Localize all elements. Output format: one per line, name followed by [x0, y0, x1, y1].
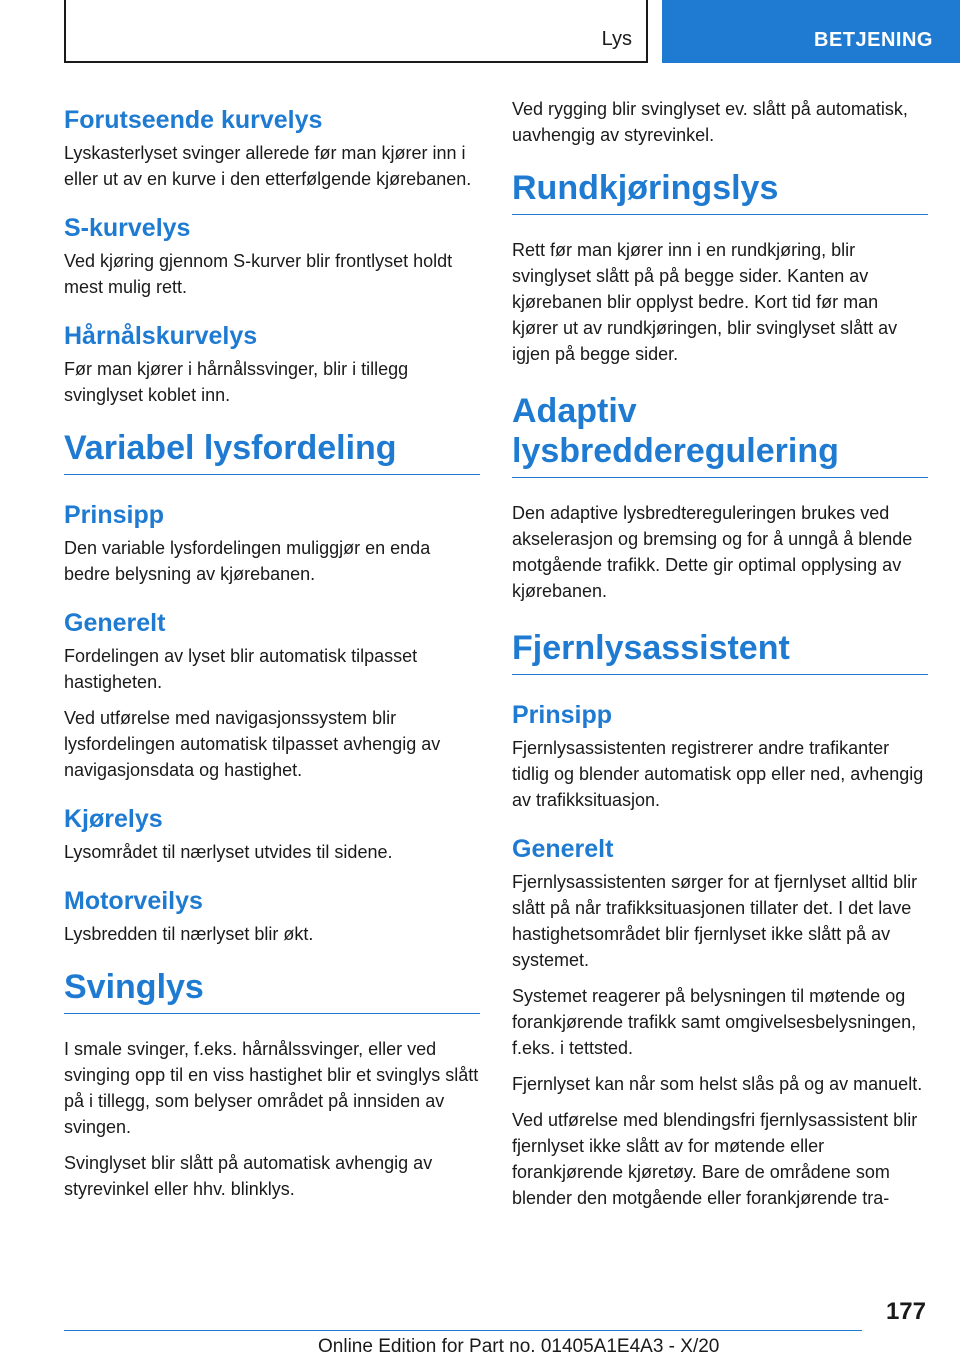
heading-generelt-right: Generelt [512, 835, 614, 863]
chapter-tab[interactable]: BETJENING [662, 0, 960, 63]
section-prinsipp-right [512, 699, 928, 813]
footer-divider [64, 1330, 862, 1331]
text-generelt-left-1: Fordelingen av lyset blir automatisk tilpasset hastigheten. [64, 646, 418, 692]
heading-prinsipp-left: Prinsipp [64, 501, 165, 529]
text-skurvelys: Ved kjøring gjennom S-kurver blir frontlyset holdt mest mulig rett. [64, 251, 453, 297]
text-generelt-right-3: Fjernlyset kan når som helst slås på og av manuelt. [512, 1074, 923, 1094]
text-generelt-right-2: Systemet reagerer på belysningen til møtende og forankjørende trafikk samt omgivelsesbelysningen, f.eks. i tettsted. [512, 986, 917, 1058]
heading-kjorelys: Kjørelys [64, 805, 163, 833]
page-number: 177 [885, 1298, 926, 1325]
heading-prinsipp-right: Prinsipp [512, 701, 613, 729]
text-forutseende: Lyskasterlyset svinger allerede før man kjører inn i eller ut av en kurve i den etterfølgende kjørebanen. [64, 143, 472, 189]
text-adaptiv: Den adaptive lysbredtereguleringen brukes ved akselerasjon og bremsing og for å unngå å blende motgående trafikk. Dette gir optimal opplysing av kjørebanen. [512, 503, 913, 601]
heading-forutseende: Forutseende kurvelys [64, 106, 323, 134]
section-generelt-right [512, 833, 928, 1211]
section-fjernlys [512, 628, 928, 675]
text-svinglys-1: I smale svinger, f.eks. hårnålssvinger, eller ved svinging opp til en viss hastighet blir et svinglys slått på i tillegg, som belyser området på innsiden av svingen. [64, 1039, 479, 1137]
text-generelt-right-4: Ved utførelse med blendingsfri fjernlysassistent blir fjernlyset ikke slått av for møtende eller forankjørende kjøretøy. Bare de områdene som blender den motgående eller forankjørende tra- [512, 1110, 918, 1208]
section-rundkjoring [512, 168, 928, 367]
heading-motorveilys: Motorveilys [64, 887, 203, 915]
header-frame [64, 0, 648, 63]
text-generelt-right-1: Fjernlysassistenten sørger for at fjernlyset alltid blir slått på når trafikksituasjonen tillater det. I det lave hastighetsområdet blir fjernlyset ikke slått på av systemet. [512, 872, 918, 970]
section-skurvelys [64, 212, 480, 300]
right-column [512, 96, 928, 1231]
heading-harnal: Hårnålskurvelys [64, 322, 258, 350]
text-svinglys-2: Svinglyset blir slått på automatisk avhengig av styrevinkel eller hhv. blinklys. [64, 1153, 433, 1199]
heading-generelt-left: Generelt [64, 609, 166, 637]
heading-svinglys: Svinglys [64, 967, 480, 1014]
section-prinsipp-left [64, 499, 480, 587]
heading-rundkjoring: Rundkjøringslys [512, 168, 928, 215]
heading-adaptiv: Adaptiv lysbredderegulering [512, 391, 928, 478]
text-generelt-left-2: Ved utførelse med navigasjonssystem blir lysfordelingen automatisk tilpasset avhengig av navigasjonsdata og hastighet. [64, 708, 441, 780]
section-generelt-left [64, 607, 480, 783]
text-prinsipp-left: Den variable lysfordelingen muliggjør en enda bedre belysning av kjørebanen. [64, 538, 431, 584]
edition-footer: Online Edition for Part no. 01405A1E4A3 - X/20 [318, 1336, 720, 1357]
section-harnal [64, 320, 480, 408]
text-harnal: Før man kjører i hårnålssvinger, blir i tillegg svinglyset koblet inn. [64, 359, 409, 405]
section-motorveilys [64, 885, 480, 947]
section-svinglys [64, 967, 480, 1202]
section-variabel [64, 428, 480, 475]
section-forutseende [64, 104, 480, 192]
section-adaptiv [512, 391, 928, 604]
section-label: Lys [601, 28, 632, 50]
heading-variabel: Variabel lysfordeling [64, 428, 480, 475]
section-kjorelys [64, 803, 480, 865]
left-column [64, 104, 480, 1226]
heading-skurvelys: S-kurvelys [64, 214, 191, 242]
text-prinsipp-right: Fjernlysassistenten registrerer andre trafikanter tidlig og blender automatisk opp eller ned, avhengig av trafikksituasjon. [512, 738, 924, 810]
text-motorveilys: Lysbredden til nærlyset blir økt. [64, 924, 314, 944]
heading-fjernlys: Fjernlysassistent [512, 628, 928, 675]
section-rygging [512, 96, 928, 148]
text-kjorelys: Lysområdet til nærlyset utvides til sidene. [64, 842, 393, 862]
text-rundkjoring: Rett før man kjører inn i en rundkjøring, blir svinglyset slått på på begge sider. Kanten av kjørebanen blir opplyst bedre. Kort tid før man kjører ut av rundkjøringen, blir svinglyset slått av igjen på begge sider. [512, 240, 898, 364]
text-rygging: Ved rygging blir svinglyset ev. slått på automatisk, uavhengig av styrevinkel. [512, 99, 908, 145]
